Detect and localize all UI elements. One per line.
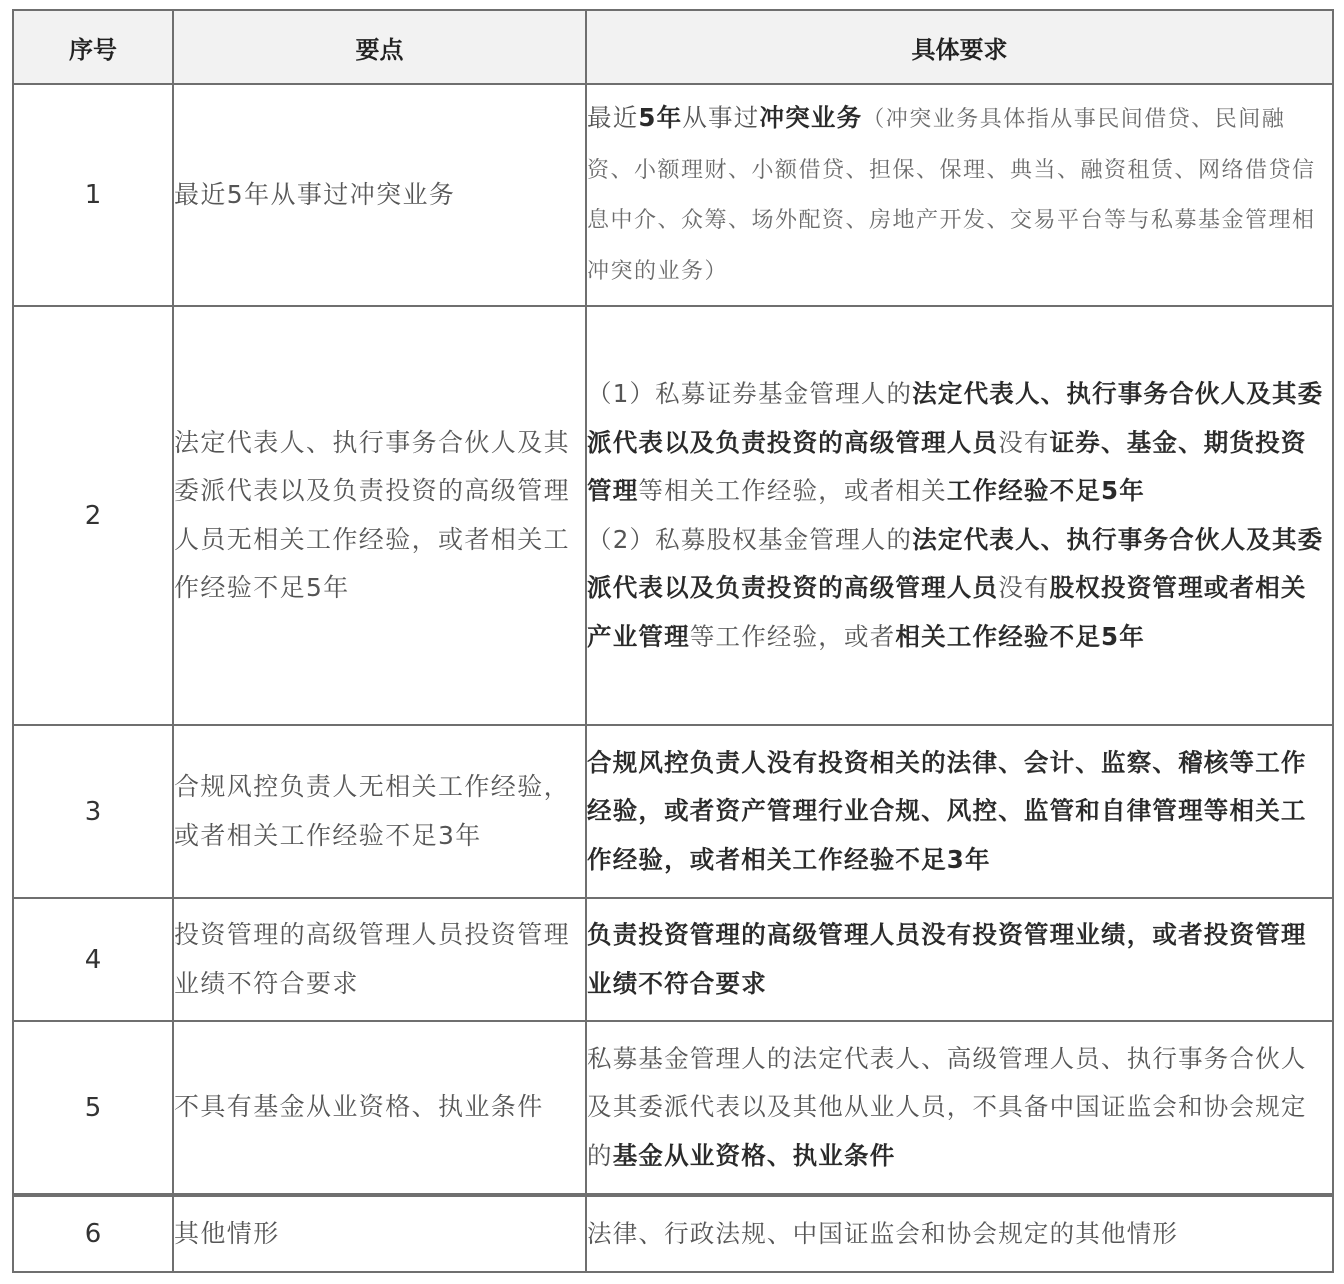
- row-requirement: [586, 725, 1333, 898]
- row-requirement: [586, 1021, 1333, 1195]
- header-point: 要点: [173, 10, 586, 84]
- req-text: （2）私募股权基金管理人的: [587, 524, 913, 554]
- req-bold: 相关工作经验不足5年: [895, 621, 1145, 651]
- requirements-table: [12, 9, 1334, 1273]
- req-paragraph-1: [587, 370, 1332, 516]
- req-bold: 5年: [638, 103, 683, 132]
- req-bold: 法定代表人、执行事务合伙人及其委派代表以及负责投资的高级管理人员: [587, 524, 1324, 602]
- header-requirement: 具体要求: [586, 10, 1333, 84]
- req-text: 从事过: [682, 103, 760, 132]
- req-bold: 股权投资管理或者相关产业管理: [587, 573, 1307, 651]
- header-no: 序号: [13, 10, 173, 84]
- req-bold: 冲突业务: [759, 103, 863, 132]
- req-bold: 法定代表人、执行事务合伙人及其委派代表以及负责投资的高级管理人员: [587, 379, 1324, 457]
- req-text: 法律、行政法规、中国证监会和协会规定的其他情形: [587, 1218, 1179, 1248]
- req-text: 等工作经验，或者: [689, 621, 896, 651]
- req-text: 没有: [998, 573, 1050, 602]
- row-point: 合规风控负责人无相关工作经验，或者相关工作经验不足3年: [173, 725, 586, 898]
- table-row: [13, 1021, 1333, 1195]
- row-point: 投资管理的高级管理人员投资管理业绩不符合要求: [173, 898, 586, 1021]
- req-text: 等相关工作经验，或者相关: [638, 476, 947, 505]
- req-bold: 证券、基金、期货投资管理: [587, 427, 1307, 505]
- req-bold: 合规风控负责人没有投资相关的法律、会计、监察、稽核等工作经验，或者资产管理行业合规、风控、监管和自律管理等相关工作经验，或者相关工作经验不足3年: [587, 747, 1307, 874]
- row-number: 4: [13, 898, 173, 1021]
- row-number: 3: [13, 725, 173, 898]
- row-requirement: [586, 84, 1333, 306]
- table-row: [13, 306, 1333, 725]
- table-row: [13, 725, 1333, 898]
- row-point: 最近5年从事过冲突业务: [173, 84, 586, 306]
- table-header-row: [13, 10, 1333, 84]
- req-note: （冲突业务具体指从事民间借贷、民间融资、小额理财、小额借贷、担保、保理、典当、融资租赁、网络借贷信息中介、众筹、场外配资、房地产开发、交易平台等与私募基金管理相冲突的业务）: [587, 107, 1316, 284]
- row-requirement: [586, 306, 1333, 725]
- req-bold: 工作经验不足5年: [946, 476, 1145, 505]
- req-text: 没有: [998, 427, 1050, 457]
- table-row: [13, 898, 1333, 1021]
- row-number: 5: [13, 1021, 173, 1195]
- row-point: 不具有基金从业资格、执业条件: [173, 1021, 586, 1195]
- req-paragraph-2: [587, 516, 1332, 662]
- row-requirement: [586, 1195, 1333, 1272]
- row-number: 2: [13, 306, 173, 725]
- req-bold: 基金从业资格、执业条件: [612, 1140, 896, 1170]
- row-requirement: [586, 898, 1333, 1021]
- row-point: 法定代表人、执行事务合伙人及其委派代表以及负责投资的高级管理人员无相关工作经验，或者相关工作经验不足5年: [173, 306, 586, 725]
- row-point: 其他情形: [173, 1195, 586, 1272]
- req-bold: 负责投资管理的高级管理人员没有投资管理业绩，或者投资管理业绩不符合要求: [587, 920, 1307, 998]
- req-text: 私募基金管理人的法定代表人、高级管理人员、执行事务合伙人及其委派代表以及其他从业人员，不具备中国证监会和协会规定的: [587, 1043, 1307, 1170]
- req-text: 最近: [587, 103, 639, 132]
- req-text: （1）私募证券基金管理人的: [587, 379, 913, 408]
- row-number: 6: [13, 1195, 173, 1272]
- table-row: [13, 1195, 1333, 1272]
- row-number: 1: [13, 84, 173, 306]
- table-row: [13, 84, 1333, 306]
